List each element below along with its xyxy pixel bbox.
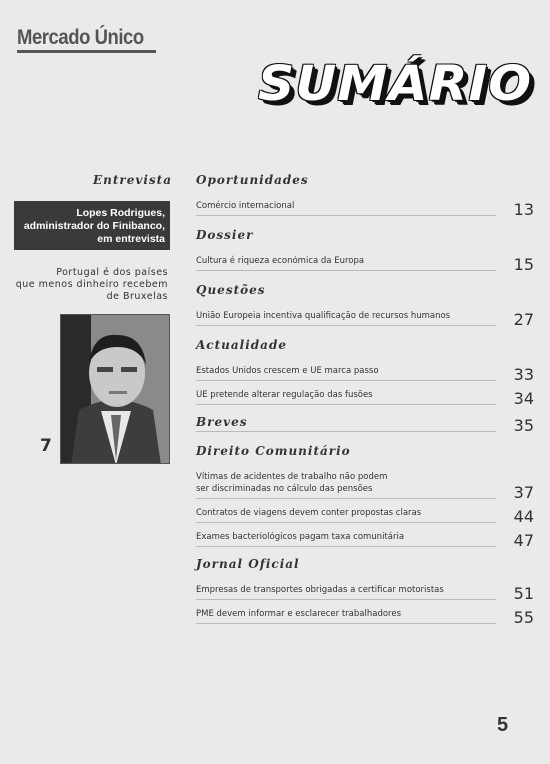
toc-entry-line: Contratos de viagens devem conter propostas claras (196, 508, 422, 518)
interview-portrait-photo (60, 314, 170, 464)
toc-section (196, 338, 534, 408)
interview-summary-line: de Bruxelas (106, 291, 168, 302)
toc-entry-page: 13 (513, 200, 534, 219)
section-title: Dossier (196, 228, 254, 242)
toc-entry-page: 35 (513, 416, 534, 435)
publication-brand: Mercado Único (17, 26, 144, 49)
toc-section (196, 228, 534, 274)
toc-entry-line: ser discriminadas no cálculo das pensões (196, 484, 373, 494)
section-title: Actualidade (196, 338, 287, 352)
toc-entry-page: 51 (513, 584, 534, 603)
page-number: 5 (497, 714, 509, 736)
portrait-illustration (61, 315, 170, 464)
toc-section (196, 557, 534, 627)
toc-entry-text (196, 608, 496, 624)
toc-entry-text (196, 200, 496, 216)
toc-section (196, 283, 534, 329)
toc-entry[interactable] (196, 507, 534, 526)
section-title: Questões (196, 283, 266, 297)
toc-entry-page: 27 (513, 310, 534, 329)
interview-summary-line: que menos dinheiro recebem (15, 279, 168, 290)
interview-banner-line: em entrevista (97, 233, 165, 245)
section-title: Breves (196, 415, 496, 432)
interview-summary-line: Portugal é dos países (56, 267, 168, 278)
toc-entry-text (196, 471, 496, 499)
toc-entry-text (196, 365, 496, 381)
toc-entry-text (196, 531, 496, 547)
toc-entry[interactable] (196, 471, 534, 502)
section-title: Jornal Oficial (196, 557, 300, 571)
interview-banner (14, 201, 170, 250)
toc-entry-line: PME devem informar e esclarecer trabalhadores (196, 609, 402, 619)
toc-section (196, 444, 534, 550)
toc-entry-page: 15 (513, 255, 534, 274)
toc-entry-line: Cultura é riqueza económica da Europa (196, 256, 365, 266)
interview-heading: Entrevista (93, 173, 172, 187)
toc-entry-text (196, 507, 496, 523)
brand-underline (17, 50, 156, 53)
toc-entry[interactable] (196, 531, 534, 550)
toc-entry[interactable] (196, 389, 534, 408)
interview-banner-line: Lopes Rodrigues, (76, 207, 165, 219)
toc-entry-text (196, 255, 496, 271)
toc-entry-page: 55 (513, 608, 534, 627)
toc-entry-line: Vítimas de acidentes de trabalho não podem (196, 472, 388, 482)
toc-entry-text (196, 389, 496, 405)
interview-page-number: 7 (40, 436, 52, 456)
toc-entry[interactable] (196, 310, 534, 329)
toc-entry-page: 44 (513, 507, 534, 526)
toc-section[interactable] (196, 415, 534, 435)
toc-section (196, 173, 534, 219)
table-of-contents (196, 173, 534, 627)
toc-entry-page: 33 (513, 365, 534, 384)
toc-entry[interactable] (196, 584, 534, 603)
toc-entry[interactable] (196, 200, 534, 219)
section-title: Oportunidades (196, 173, 309, 187)
toc-entry-text (196, 310, 496, 326)
toc-entry-text (196, 584, 496, 600)
toc-entry-page: 47 (513, 531, 534, 550)
toc-entry-line: UE pretende alterar regulação das fusões (196, 390, 373, 400)
toc-entry-page: 34 (513, 389, 534, 408)
section-title: Direito Comunitário (196, 444, 351, 458)
toc-entry-line: Empresas de transportes obrigadas a certificar motoristas (196, 585, 444, 595)
interview-summary (16, 267, 168, 303)
interview-banner-line: administrador do Finibanco, (23, 220, 165, 232)
toc-entry-line: Estados Unidos crescem e UE marca passo (196, 366, 379, 376)
toc-entry[interactable] (196, 365, 534, 384)
toc-entry[interactable] (196, 415, 534, 435)
toc-entry-line: Exames bacteriológicos pagam taxa comunitária (196, 532, 405, 542)
toc-entry-line: União Europeia incentiva qualificação de recursos humanos (196, 311, 451, 321)
toc-entry-line: Comércio internacional (196, 201, 295, 211)
page-title: SUMÁRIO (258, 56, 533, 112)
toc-entry[interactable] (196, 608, 534, 627)
toc-entry-page: 37 (513, 483, 534, 502)
toc-entry[interactable] (196, 255, 534, 274)
